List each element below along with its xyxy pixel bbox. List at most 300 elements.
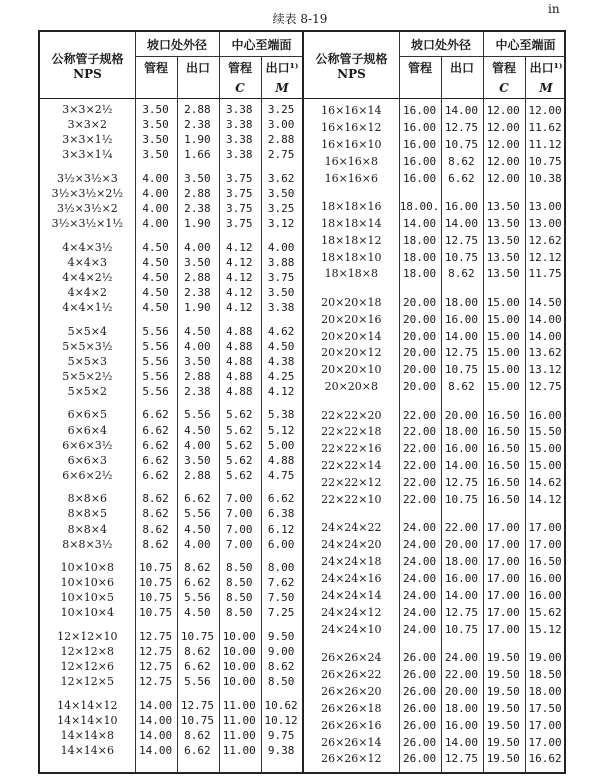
m-cell: 7.62 [267, 576, 295, 590]
m-cell: 12.00 [528, 103, 562, 117]
table-row [40, 255, 302, 270]
od-run-cell: 26.00 [403, 718, 437, 732]
table-row [40, 575, 302, 590]
od-run-cell: 10.75 [139, 561, 173, 575]
m-cell: 17.00 [528, 718, 562, 732]
od-outlet-cell: 10.75 [180, 629, 214, 643]
c-cell: 13.50 [486, 216, 520, 230]
nps-cell: 12×12×6 [60, 660, 115, 674]
nps-cell: 10×10×5 [60, 591, 115, 605]
nps-cell: 3½×3½×2 [56, 202, 118, 216]
nps-cell: 16×16×8 [324, 154, 379, 168]
od-outlet-cell: 4.50 [184, 522, 211, 536]
c-cell: 19.50 [486, 701, 520, 715]
c-cell: 19.50 [486, 651, 520, 665]
od-outlet-cell: 6.62 [448, 171, 475, 185]
nps-cell: 4×4×3½ [62, 240, 113, 254]
m-cell: 9.38 [267, 744, 295, 758]
table-row [304, 294, 566, 311]
c-cell: 19.50 [486, 684, 520, 698]
od-outlet-cell: 6.62 [184, 576, 211, 590]
table-row [40, 147, 302, 162]
od-run-cell: 20.00 [403, 380, 437, 394]
od-outlet-cell: 12.75 [444, 233, 478, 247]
m-cell: 2.75 [267, 148, 295, 162]
center-run-header: 管程 [491, 60, 516, 75]
m-cell: 4.75 [267, 468, 295, 482]
od-run-cell: 8.62 [142, 492, 169, 506]
center-to-end-header: 中心至端面 [231, 37, 292, 52]
m-cell: 15.00 [528, 459, 562, 473]
nps-cell: 22×22×12 [321, 476, 382, 490]
od-outlet-cell: 2.88 [184, 270, 211, 284]
m-cell: 19.00 [528, 651, 562, 665]
table-row [304, 249, 566, 266]
od-run-cell: 12.75 [139, 645, 173, 659]
table-row [40, 590, 302, 605]
od-outlet-cell: 14.00 [444, 103, 478, 117]
c-cell: 11.00 [222, 698, 256, 712]
m-cell: 6.62 [267, 492, 295, 506]
c-cell: 5.62 [226, 408, 253, 422]
c-cell: 3.38 [226, 133, 253, 147]
m-cell: 5.00 [267, 438, 295, 452]
od-outlet-cell: 16.00 [444, 312, 478, 326]
c-cell: 17.00 [486, 622, 520, 636]
nps-cell: 12×12×5 [60, 675, 115, 689]
table-row [40, 629, 302, 644]
m-cell: 3.12 [267, 217, 295, 231]
od-outlet-cell: 16.00 [444, 442, 478, 456]
od-run-cell: 8.62 [142, 537, 169, 551]
od-outlet-cell: 24.00 [444, 651, 478, 665]
nps-cell: 24×24×12 [321, 605, 382, 619]
od-outlet-cell: 2.38 [184, 118, 211, 132]
od-outlet-cell: 3.50 [184, 255, 211, 269]
m-cell: 13.62 [528, 346, 562, 360]
nps-cell: 6×6×5 [67, 408, 108, 422]
od-run-cell: 16.00 [403, 103, 437, 117]
nps-header-en: NPS [73, 66, 102, 81]
c-cell: 15.00 [486, 295, 520, 309]
nps-cell: 16×16×14 [321, 103, 382, 117]
nps-cell: 4×4×2½ [62, 270, 113, 284]
od-outlet-cell: 2.88 [184, 186, 211, 200]
od-run-header: 管程 [143, 60, 168, 75]
table-row [40, 713, 302, 728]
od-outlet-cell: 2.88 [184, 369, 211, 383]
od-outlet-cell: 10.75 [444, 622, 478, 636]
c-cell: 12.00 [486, 120, 520, 134]
unit-label: in [548, 2, 560, 16]
center-outlet-header: 出口¹⁾ [529, 60, 563, 75]
table-row [40, 171, 302, 186]
nps-cell: 24×24×14 [321, 588, 382, 602]
od-outlet-cell: 4.00 [184, 240, 211, 254]
c-cell: 3.75 [226, 186, 253, 200]
m-cell: 3.00 [267, 118, 295, 132]
table-row [40, 644, 302, 659]
od-outlet-cell: 20.00 [444, 408, 478, 422]
c-cell: 4.12 [226, 255, 253, 269]
table-row [304, 361, 566, 378]
od-outlet-cell: 12.75 [444, 120, 478, 134]
table-row [40, 522, 302, 537]
nps-cell: 26×26×20 [321, 684, 382, 698]
od-outlet-cell: 10.75 [444, 250, 478, 264]
c-cell: 17.00 [486, 538, 520, 552]
c-cell: 3.75 [226, 171, 253, 185]
od-run-cell: 24.00 [403, 622, 437, 636]
od-outlet-cell: 12.75 [180, 698, 214, 712]
nps-cell: 26×26×22 [321, 667, 382, 681]
m-cell: 6.00 [267, 537, 295, 551]
table-row [304, 170, 566, 187]
c-cell: 3.38 [226, 148, 253, 162]
od-outlet-cell: 16.00 [444, 572, 478, 586]
nps-cell: 24×24×20 [321, 538, 382, 552]
nps-cell: 8×8×3½ [62, 537, 113, 551]
od-outlet-cell: 8.62 [184, 561, 211, 575]
od-outlet-cell: 5.56 [184, 675, 211, 689]
od-run-cell: 8.62 [142, 507, 169, 521]
nps-cell: 20×20×12 [321, 346, 382, 360]
table-row [304, 700, 566, 717]
m-cell: 3.88 [267, 255, 295, 269]
table-row [40, 240, 302, 255]
od-outlet-cell: 10.75 [444, 493, 478, 507]
table-row [40, 537, 302, 552]
nps-cell: 14×14×12 [57, 698, 118, 712]
table-row [40, 698, 302, 713]
od-run-cell: 5.56 [142, 369, 169, 383]
nps-cell: 6×6×2½ [62, 468, 113, 482]
table-row [304, 491, 566, 508]
table-row [40, 491, 302, 506]
od-outlet-cell: 3.50 [184, 354, 211, 368]
od-outlet-cell: 8.62 [448, 380, 475, 394]
od-run-cell: 6.62 [142, 408, 169, 422]
od-outlet-cell: 2.88 [184, 103, 211, 117]
m-cell: 11.62 [528, 120, 562, 134]
table-row [40, 117, 302, 132]
c-cell: 15.00 [486, 312, 520, 326]
od-run-cell: 24.00 [403, 555, 437, 569]
nps-cell: 5×5×3½ [62, 339, 113, 353]
od-outlet-cell: 3.50 [184, 171, 211, 185]
m-cell: 16.00 [528, 572, 562, 586]
m-cell: 15.50 [528, 425, 562, 439]
table-row [304, 649, 566, 666]
table-row [40, 369, 302, 384]
nps-cell: 3×3×2½ [62, 103, 113, 117]
od-outlet-cell: 18.00 [444, 295, 478, 309]
od-run-cell: 14.00 [139, 698, 173, 712]
center-to-end-header: 中心至端面 [495, 37, 556, 52]
c-cell: 16.50 [486, 493, 520, 507]
table-row [304, 215, 566, 232]
table-row [304, 621, 566, 638]
od-header: 坡口处外径 [146, 37, 207, 52]
od-run-cell: 12.75 [139, 660, 173, 674]
nps-cell: 18×18×16 [321, 199, 382, 213]
table-row [40, 407, 302, 422]
table-row [40, 560, 302, 575]
nps-cell: 6×6×4 [67, 423, 108, 437]
m-cell: 8.50 [267, 675, 295, 689]
m-cell: 3.25 [267, 103, 295, 117]
c-cell: 13.50 [486, 267, 520, 281]
m-cell: 15.00 [528, 442, 562, 456]
nps-cell: 26×26×12 [321, 752, 382, 766]
m-cell: 13.00 [528, 199, 562, 213]
od-outlet-cell: 8.62 [184, 645, 211, 659]
m-cell: 4.88 [267, 453, 295, 467]
od-run-cell: 14.00 [139, 728, 173, 742]
c-cell: 8.50 [226, 576, 253, 590]
c-cell: 3.38 [226, 103, 253, 117]
c-cell: 8.50 [226, 561, 253, 575]
od-run-cell: 22.00 [403, 442, 437, 456]
c-cell: 4.12 [226, 240, 253, 254]
od-outlet-cell: 14.00 [444, 329, 478, 343]
c-cell: 15.00 [486, 346, 520, 360]
od-outlet-cell: 20.00 [444, 684, 478, 698]
table-body [40, 98, 302, 772]
table-row [304, 457, 566, 474]
m-cell: 17.00 [528, 538, 562, 552]
table-row [40, 728, 302, 743]
table-row [304, 587, 566, 604]
m-cell: 5.12 [267, 423, 295, 437]
od-outlet-cell: 1.66 [184, 148, 211, 162]
nps-cell: 22×22×20 [321, 408, 382, 422]
od-run-cell: 14.00 [403, 216, 437, 230]
od-outlet-cell: 18.00 [444, 701, 478, 715]
table-row [40, 354, 302, 369]
c-cell: 17.00 [486, 521, 520, 535]
c-cell: 15.00 [486, 329, 520, 343]
c-cell: 4.12 [226, 285, 253, 299]
nps-cell: 4×4×2 [67, 285, 108, 299]
table-row [40, 201, 302, 216]
nps-cell: 6×6×3 [67, 453, 108, 467]
table-row [304, 311, 566, 328]
od-outlet-cell: 8.62 [184, 728, 211, 742]
od-run-cell: 3.50 [142, 133, 169, 147]
table-row [40, 324, 302, 339]
c-cell: 13.50 [486, 233, 520, 247]
nps-cell: 24×24×18 [321, 555, 382, 569]
table-row [304, 119, 566, 136]
table-row [304, 266, 566, 283]
m-cell: 8.00 [267, 561, 295, 575]
c-cell: 10.00 [222, 645, 256, 659]
od-header: 坡口处外径 [410, 37, 471, 52]
od-outlet-cell: 2.38 [184, 285, 211, 299]
od-run-cell: 4.00 [142, 202, 169, 216]
nps-cell: 12×12×8 [60, 645, 115, 659]
nps-cell: 26×26×16 [321, 718, 382, 732]
od-run-cell: 4.50 [142, 255, 169, 269]
od-run-cell: 8.62 [142, 522, 169, 536]
od-run-cell: 4.50 [142, 285, 169, 299]
c-cell: 16.50 [486, 476, 520, 490]
table-row [304, 751, 566, 768]
table-row [40, 339, 302, 354]
c-cell: 3.38 [226, 118, 253, 132]
m-cell: 18.00 [528, 684, 562, 698]
od-outlet-cell: 12.75 [444, 752, 478, 766]
m-cell: 4.12 [267, 384, 295, 398]
nps-cell: 26×26×18 [321, 701, 382, 715]
center-run-header: 管程 [227, 60, 252, 75]
nps-cell: 18×18×12 [321, 233, 382, 247]
m-cell: 9.50 [267, 629, 295, 643]
c-cell: 8.50 [226, 606, 253, 620]
od-outlet-cell: 5.56 [184, 507, 211, 521]
nps-cell: 3½×3½×1½ [51, 217, 124, 231]
c-cell: 5.62 [226, 423, 253, 437]
od-outlet-cell: 5.56 [184, 408, 211, 422]
c-cell: 16.50 [486, 442, 520, 456]
od-run-cell: 16.00 [403, 137, 437, 151]
m-cell: 6.12 [267, 522, 295, 536]
nps-cell: 4×4×1½ [62, 301, 113, 315]
c-cell: 19.50 [486, 735, 520, 749]
od-run-cell: 10.75 [139, 576, 173, 590]
nps-cell: 18×18×8 [324, 267, 379, 281]
c-cell: 17.00 [486, 572, 520, 586]
od-outlet-cell: 2.38 [184, 384, 211, 398]
table-row [40, 605, 302, 620]
c-cell: 3.75 [226, 217, 253, 231]
c-cell: 17.00 [486, 555, 520, 569]
m-cell: 12.62 [528, 233, 562, 247]
c-cell: 10.00 [222, 660, 256, 674]
od-run-cell: 26.00 [403, 701, 437, 715]
od-run-cell: 18.00 [403, 233, 437, 247]
c-cell: 19.50 [486, 718, 520, 732]
od-outlet-cell: 14.00 [444, 588, 478, 602]
table-row [40, 743, 302, 758]
c-cell: 13.50 [486, 250, 520, 264]
table-row [40, 468, 302, 483]
table-row [304, 683, 566, 700]
fitting-dimension-table [38, 30, 566, 774]
c-cell: 4.12 [226, 301, 253, 315]
od-outlet-cell: 4.00 [184, 537, 211, 551]
nps-cell: 22×22×14 [321, 459, 382, 473]
od-run-cell: 5.56 [142, 384, 169, 398]
od-run-cell: 16.00 [403, 171, 437, 185]
m-cell: 14.62 [528, 476, 562, 490]
c-cell: 5.62 [226, 438, 253, 452]
m-cell: 10.12 [264, 713, 298, 727]
m-cell: 13.12 [528, 363, 562, 377]
c-cell: 16.50 [486, 425, 520, 439]
m-cell: 6.38 [267, 507, 295, 521]
nps-cell: 5×5×2½ [62, 369, 113, 383]
od-run-cell: 20.00 [403, 363, 437, 377]
od-run-cell: 4.50 [142, 301, 169, 315]
nps-cell: 20×20×14 [321, 329, 382, 343]
od-run-cell: 5.56 [142, 354, 169, 368]
m-cell: 3.25 [267, 202, 295, 216]
m-cell: 4.50 [267, 339, 295, 353]
table-row [304, 328, 566, 345]
od-run-cell: 4.00 [142, 171, 169, 185]
od-run-cell: 16.00 [403, 120, 437, 134]
table-row [304, 102, 566, 119]
right-table-half [304, 32, 566, 772]
od-run-cell: 24.00 [403, 538, 437, 552]
nps-cell: 16×16×6 [324, 171, 379, 185]
table-row [304, 570, 566, 587]
od-run-cell: 22.00 [403, 476, 437, 490]
c-header: C [499, 81, 509, 95]
m-cell: 2.88 [267, 133, 295, 147]
nps-cell: 14×14×6 [60, 744, 115, 758]
od-run-cell: 22.00 [403, 493, 437, 507]
m-cell: 10.75 [528, 154, 562, 168]
od-outlet-cell: 20.00 [444, 538, 478, 552]
m-cell: 14.00 [528, 329, 562, 343]
nps-cell: 5×5×3 [67, 354, 108, 368]
od-outlet-cell: 4.50 [184, 324, 211, 338]
c-cell: 12.00 [486, 103, 520, 117]
m-cell: 12.75 [528, 380, 562, 394]
nps-cell: 12×12×10 [57, 629, 118, 643]
table-title: 续表 8-19 [272, 12, 328, 26]
od-outlet-header: 出口 [449, 60, 474, 75]
table-row [304, 666, 566, 683]
nps-cell: 24×24×10 [321, 622, 382, 636]
od-outlet-cell: 10.75 [444, 363, 478, 377]
nps-cell: 26×26×24 [321, 651, 382, 665]
table-row [304, 474, 566, 491]
table-row [40, 438, 302, 453]
od-run-cell: 26.00 [403, 735, 437, 749]
nps-cell: 14×14×8 [60, 728, 115, 742]
m-cell: 11.12 [528, 137, 562, 151]
od-run-cell: 6.62 [142, 438, 169, 452]
od-run-cell: 14.00 [139, 744, 173, 758]
nps-cell: 10×10×4 [60, 606, 115, 620]
m-cell: 13.00 [528, 216, 562, 230]
m-cell: 16.00 [528, 408, 562, 422]
table-row [40, 384, 302, 399]
nps-cell: 8×8×6 [67, 492, 108, 506]
m-cell: 4.62 [267, 324, 295, 338]
c-cell: 4.88 [226, 369, 253, 383]
m-cell: 17.00 [528, 735, 562, 749]
nps-cell: 24×24×16 [321, 572, 382, 586]
od-run-cell: 24.00 [403, 572, 437, 586]
c-cell: 5.62 [226, 468, 253, 482]
c-cell: 19.50 [486, 667, 520, 681]
od-run-cell: 26.00 [403, 651, 437, 665]
nps-cell: 24×24×22 [321, 521, 382, 535]
od-run-cell: 3.50 [142, 103, 169, 117]
nps-header [40, 32, 135, 98]
od-run-cell: 5.56 [142, 339, 169, 353]
c-header: C [235, 81, 245, 95]
od-run-cell: 24.00 [403, 605, 437, 619]
od-run-cell: 18.00 [403, 267, 437, 281]
od-run-cell: 12.75 [139, 629, 173, 643]
table-row [40, 506, 302, 521]
